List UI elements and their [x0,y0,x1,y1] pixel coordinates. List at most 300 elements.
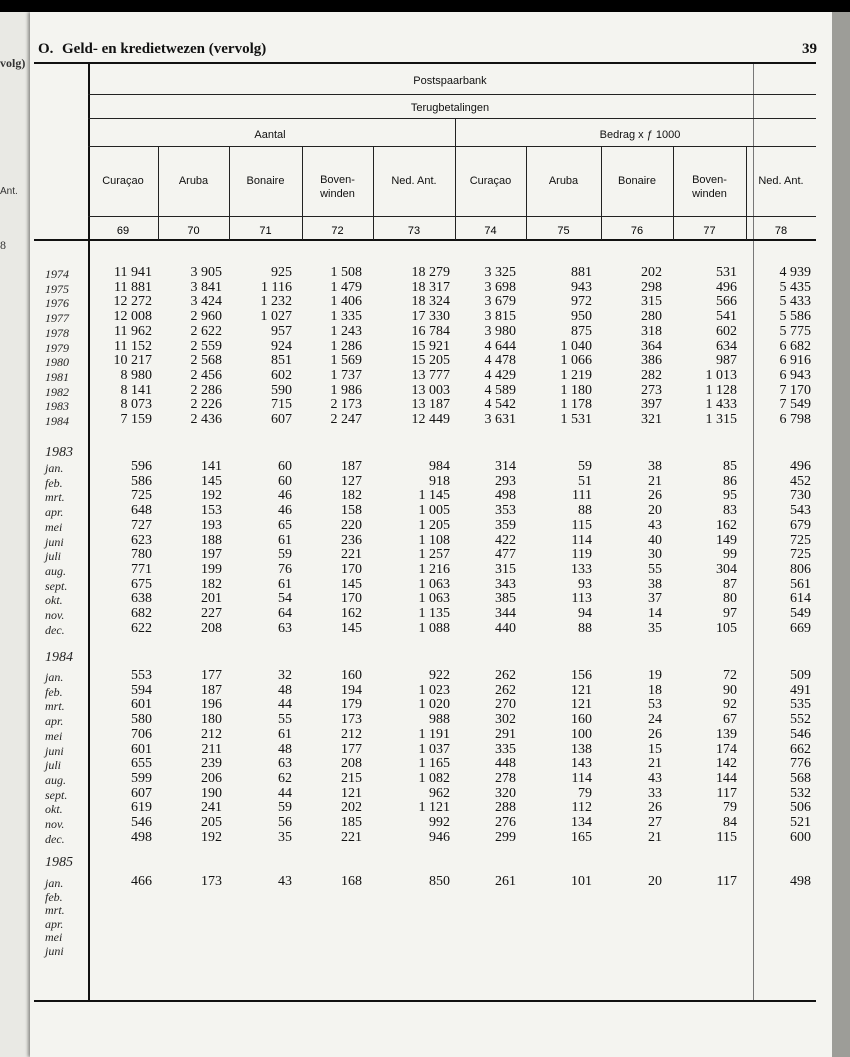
table-cell: 1 128 [705,382,737,398]
table-cell: 619 [131,800,152,816]
table-cell: 61 [278,726,292,742]
prev-page-fragment: Ant. [0,186,18,197]
table-cell: 153 [201,503,222,519]
table-cell: 2 568 [190,353,222,369]
table-cell: 1 286 [330,338,362,354]
table-cell: 466 [131,874,152,889]
table-cell: 26 [648,726,662,742]
table-cell: 197 [201,547,222,563]
table-cell: 160 [341,668,362,683]
chapter-label: O. [38,41,54,57]
table-cell: 212 [341,726,362,742]
table-cell: 541 [716,309,737,325]
table-cell: 315 [641,294,662,310]
table-cell: 509 [790,668,811,683]
table-cell: 208 [201,620,222,636]
table-cell: 1 191 [418,726,450,742]
table-cell: 46 [278,488,292,504]
table-cell: 43 [648,770,662,786]
table-cell: 138 [571,741,592,757]
table-cell: 194 [341,682,362,698]
table-cell: 121 [571,697,592,713]
table-cell: 4 429 [484,367,516,383]
row-label-month: feb. [45,475,63,490]
table-cell: 199 [201,561,222,577]
table-cell: 17 330 [411,309,450,325]
table-cell: 496 [790,459,811,474]
table-cell: 53 [648,697,662,713]
table-cell: 8 073 [120,397,152,413]
table-cell: 115 [716,829,737,845]
row-label-month: okt. [45,593,63,608]
table-cell: 227 [201,606,222,621]
table-cell: 924 [271,338,292,354]
column-header: Ned. Ant. [391,175,437,187]
column-header: Aruba [178,175,209,187]
table-cell: 282 [641,367,662,383]
table-cell: 187 [341,459,362,474]
row-label-month: jan. [45,876,64,890]
table-cell: 187 [201,682,222,698]
row-label-month: juli [45,549,62,564]
table-cell: 208 [341,756,362,772]
table-cell: 506 [790,800,811,816]
table-cell: 561 [790,576,811,592]
column-divider [455,146,456,240]
table-cell: 35 [648,620,662,636]
table-cell: 8 141 [120,382,152,398]
table-cell: 655 [131,756,152,772]
table-cell: 8 980 [120,367,152,383]
table-cell: 594 [131,682,152,698]
table-cell: 14 [648,606,662,621]
table-cell: 79 [578,785,592,801]
table-cell: 806 [790,561,811,577]
table-cell: 12 272 [113,294,152,310]
table-cell: 1 020 [418,697,450,713]
table-cell: 270 [495,697,516,713]
table-cell: 546 [790,726,811,742]
section-label-year: 1984 [45,650,73,665]
table-cell: 87 [723,576,737,592]
table-cell: 83 [723,503,737,519]
table-cell: 188 [201,532,222,548]
table-cell: 448 [495,756,516,772]
table-cell: 496 [716,279,737,295]
table-cell: 850 [429,874,450,889]
table-cell: 344 [495,606,516,621]
row-label-month: dec. [45,622,65,637]
table-cell: 80 [723,591,737,607]
table-cell: 11 881 [114,279,152,295]
table-cell: 142 [716,756,737,772]
table-cell: 261 [495,874,516,889]
table-cell: 21 [648,473,662,489]
table-cell: 648 [131,503,152,519]
table-cell: 531 [716,265,737,280]
table-cell: 1 479 [330,279,362,295]
row-label-month: juni [45,943,64,958]
column-number: 77 [703,225,716,237]
table-cell: 182 [341,488,362,504]
table-cell: 26 [648,488,662,504]
table-cell: 12 449 [411,412,450,427]
table-cell: 314 [495,459,516,474]
table-cell: 11 152 [114,338,152,354]
table-cell: 634 [716,338,737,354]
header-bottom-rule [34,239,816,241]
table-cell: 925 [271,265,292,280]
column-number: 76 [630,225,644,237]
row-label-month: mei [45,930,63,944]
table-cell: 5 433 [779,294,811,310]
table-cell: 1 005 [418,503,450,519]
table-cell: 114 [571,532,592,548]
table-cell: 177 [201,668,222,683]
table-cell: 205 [201,815,222,830]
table-cell: 566 [716,294,737,310]
table-cell: 4 478 [484,353,516,369]
table-cell: 182 [201,576,222,592]
table-cell: 851 [271,353,292,369]
table-cell: 602 [716,323,737,339]
table-cell: 101 [571,874,592,889]
row-label-month: jan. [45,670,64,684]
table-cell: 18 [648,682,662,698]
header-divider [88,146,816,147]
table-cell: 321 [641,412,662,427]
table-cell: 215 [341,770,362,786]
table-cell: 3 424 [190,294,222,310]
table-cell: 614 [790,591,811,607]
table-cell: 1 433 [705,397,737,413]
table-cell: 3 980 [484,323,516,339]
table-cell: 662 [790,741,811,757]
column-header: Aruba [548,175,579,187]
table-cell: 302 [495,712,516,728]
page-number: 39 [802,41,817,57]
row-label-month: sept. [45,578,68,593]
table-cell: 90 [723,682,737,698]
table-cell: 3 679 [484,294,516,310]
table-cell: 1 986 [330,382,362,398]
table-cell: 596 [131,459,152,474]
table-cell: 165 [571,829,592,845]
table-cell: 4 542 [484,397,516,413]
table-cell: 141 [201,459,222,474]
column-divider [601,146,602,240]
table-cell: 11 962 [114,323,152,339]
table-cell: 623 [131,532,152,548]
table-cell: 386 [641,353,662,369]
row-label-month: jan. [45,461,64,475]
column-number: 73 [407,225,421,237]
header-divider [88,94,816,95]
row-label-month: apr. [45,714,64,729]
table-cell: 113 [571,591,592,607]
table-cell: 64 [278,606,292,621]
table-cell: 173 [341,712,362,728]
table-cell: 160 [571,712,592,728]
column-header: Boven- winden [692,174,727,200]
table-cell: 121 [571,682,592,698]
table-cell: 1 406 [330,294,362,310]
row-label-year: 1981 [45,369,69,384]
table-cell: 220 [341,517,362,533]
table-cell: 236 [341,532,362,548]
row-label-month: dec. [45,831,65,846]
table-cell: 40 [648,532,662,548]
table-cell: 44 [278,697,292,713]
table-cell: 112 [571,800,592,816]
table-cell: 121 [341,785,362,801]
table-cell: 201 [201,591,222,607]
header-divider [88,118,816,119]
table-cell: 780 [131,547,152,563]
row-label-year: 1978 [45,325,69,340]
table-cell: 144 [716,770,737,786]
table-cell: 202 [341,800,362,816]
column-number: 71 [259,225,272,237]
table-cell: 206 [201,770,222,786]
table-cell: 498 [790,874,811,889]
table-cell: 174 [716,741,737,757]
table-cell: 145 [201,473,222,489]
row-label-month: mei [45,519,63,534]
column-divider [746,146,747,240]
table-cell: 304 [716,561,737,577]
table-cell: 221 [341,547,362,563]
column-number: 74 [484,225,497,237]
table-cell: 193 [201,517,222,533]
table-cell: 158 [341,503,362,519]
table-cell: 192 [201,488,222,504]
table-cell: 1 145 [418,488,450,504]
row-label-month: feb. [45,889,63,904]
table-cell: 44 [278,785,292,801]
row-label-month: apr. [45,505,64,520]
row-label-year: 1982 [45,384,69,399]
table-cell: 776 [790,756,811,772]
table-cell: 2 622 [190,323,222,339]
table-cell: 139 [716,726,737,742]
column-number: 78 [774,225,788,237]
row-label-month: juni [45,534,64,549]
table-cell: 88 [578,503,592,519]
table-cell: 1 178 [560,397,592,413]
table-cell: 477 [495,547,516,563]
group-header-postspaarbank: Postspaarbank [413,75,487,87]
table-cell: 599 [131,770,152,786]
table-cell: 105 [716,620,737,636]
table-cell: 2 436 [190,412,222,427]
table-cell: 185 [341,815,362,830]
table-cell: 422 [495,532,516,548]
table-cell: 115 [571,517,592,533]
table-cell: 127 [341,473,362,489]
table-cell: 4 589 [484,382,516,398]
table-cell: 1 219 [560,367,592,383]
row-label-month: nov. [45,608,65,622]
row-label-month: mrt. [45,490,65,505]
table-cell: 18 317 [411,279,450,295]
table-cell: 543 [790,503,811,519]
row-label-year: 1980 [45,355,69,370]
group-header-bedrag: Bedrag x ƒ 1000 [599,129,681,141]
table-cell: 162 [341,606,362,621]
table-cell: 20 [648,503,662,519]
table-cell: 59 [278,800,292,816]
table-cell: 202 [641,265,662,280]
table-cell: 111 [572,488,592,504]
table-cell: 452 [790,473,811,489]
column-number: 70 [187,225,200,237]
table-cell: 1 531 [560,412,592,427]
row-label-month: apr. [45,916,64,931]
table-cell: 5 586 [779,309,811,325]
table-cell: 1 027 [260,309,292,325]
table-cell: 385 [495,591,516,607]
table-cell: 291 [495,726,516,742]
row-label-year: 1984 [45,414,69,428]
table-cell: 32 [278,668,292,683]
row-label-month: aug. [45,772,66,787]
table-cell: 6 682 [779,338,811,354]
table-cell: 65 [278,517,292,533]
table-cell: 730 [790,488,811,504]
row-label-year: 1979 [45,340,69,355]
table-cell: 60 [278,473,292,489]
table-cell: 1 116 [261,279,292,295]
table-cell: 1 243 [330,323,362,339]
table-cell: 55 [648,561,662,577]
table-cell: 1 180 [560,382,592,398]
table-cell: 280 [641,309,662,325]
table-cell: 1 257 [418,547,450,563]
table-cell: 586 [131,473,152,489]
column-header: Curaçao [469,175,512,187]
table-cell: 117 [716,785,737,801]
table-cell: 33 [648,785,662,801]
table-cell: 278 [495,770,516,786]
table-cell: 607 [131,785,152,801]
table-cell: 2 960 [190,309,222,325]
table-cell: 11 941 [114,265,152,280]
table-cell: 725 [790,547,811,563]
table-cell: 298 [641,279,662,295]
table-cell: 2 226 [190,397,222,413]
table-cell: 1 023 [418,682,450,698]
table-cell: 918 [429,473,450,489]
table-cell: 1 569 [330,353,362,369]
table-cell: 37 [648,591,662,607]
table-cell: 669 [790,620,811,636]
table-cell: 1 205 [418,517,450,533]
table-cell: 173 [201,874,222,889]
table-cell: 92 [723,697,737,713]
table-cell: 1 108 [418,532,450,548]
row-label-year: 1974 [45,267,69,281]
table-cell: 168 [341,874,362,889]
column-number: 72 [331,225,344,237]
table-cell: 117 [716,874,737,889]
table-cell: 35 [278,829,292,845]
table-cell: 299 [495,829,516,845]
table-cell: 156 [571,668,592,683]
table-cell: 51 [578,473,592,489]
row-label-month: okt. [45,802,63,817]
table-cell: 957 [271,323,292,339]
table-cell: 26 [648,800,662,816]
table-cell: 60 [278,459,292,474]
table-cell: 18 324 [411,294,450,310]
row-label-month: mei [45,728,63,743]
column-number: 75 [557,225,570,237]
table-cell: 3 905 [190,265,222,280]
section-label-year: 1985 [45,855,73,870]
row-label-month: aug. [45,563,66,578]
table-cell: 180 [201,712,222,728]
table-cell: 943 [571,279,592,295]
table-cell: 992 [429,815,450,830]
column-divider [526,146,527,240]
table-cell: 1 232 [260,294,292,310]
table-cell: 984 [429,459,450,474]
table-cell: 15 921 [411,338,450,354]
table-cell: 97 [723,606,737,621]
table-cell: 7 170 [779,382,811,398]
row-label-year: 1983 [45,399,69,414]
table-cell: 38 [648,459,662,474]
table-cell: 4 644 [484,338,516,354]
table-cell: 318 [641,323,662,339]
table-cell: 1 135 [418,606,450,621]
table-cell: 2 173 [330,397,362,413]
table-cell: 67 [723,712,737,728]
table-cell: 532 [790,785,811,801]
table-cell: 1 508 [330,265,362,280]
table-cell: 2 247 [330,412,362,427]
table-cell: 335 [495,741,516,757]
table-cell: 600 [790,829,811,845]
table-cell: 725 [790,532,811,548]
table-cell: 622 [131,620,152,636]
table-cell: 54 [278,591,292,607]
table-cell: 2 286 [190,382,222,398]
table-cell: 607 [271,412,292,427]
table-cell: 1 013 [705,367,737,383]
row-label-month: feb. [45,684,63,699]
table-cell: 881 [571,265,592,280]
table-cell: 675 [131,576,152,592]
table-cell: 10 217 [113,353,152,369]
row-label-year: 1976 [45,296,69,311]
table-cell: 1 335 [330,309,362,325]
table-cell: 715 [271,397,292,413]
table-cell: 706 [131,726,152,742]
table-cell: 16 784 [411,323,450,339]
table-cell: 13 003 [411,382,450,398]
table-cell: 55 [278,712,292,728]
table-cell: 7 549 [779,397,811,413]
table-cell: 43 [648,517,662,533]
table-cell: 1 037 [418,741,450,757]
table-cell: 946 [429,829,450,845]
row-label-year: 1975 [45,281,69,296]
row-label-year: 1977 [45,311,69,326]
table-cell: 143 [571,756,592,772]
table-cell: 20 [648,874,662,889]
